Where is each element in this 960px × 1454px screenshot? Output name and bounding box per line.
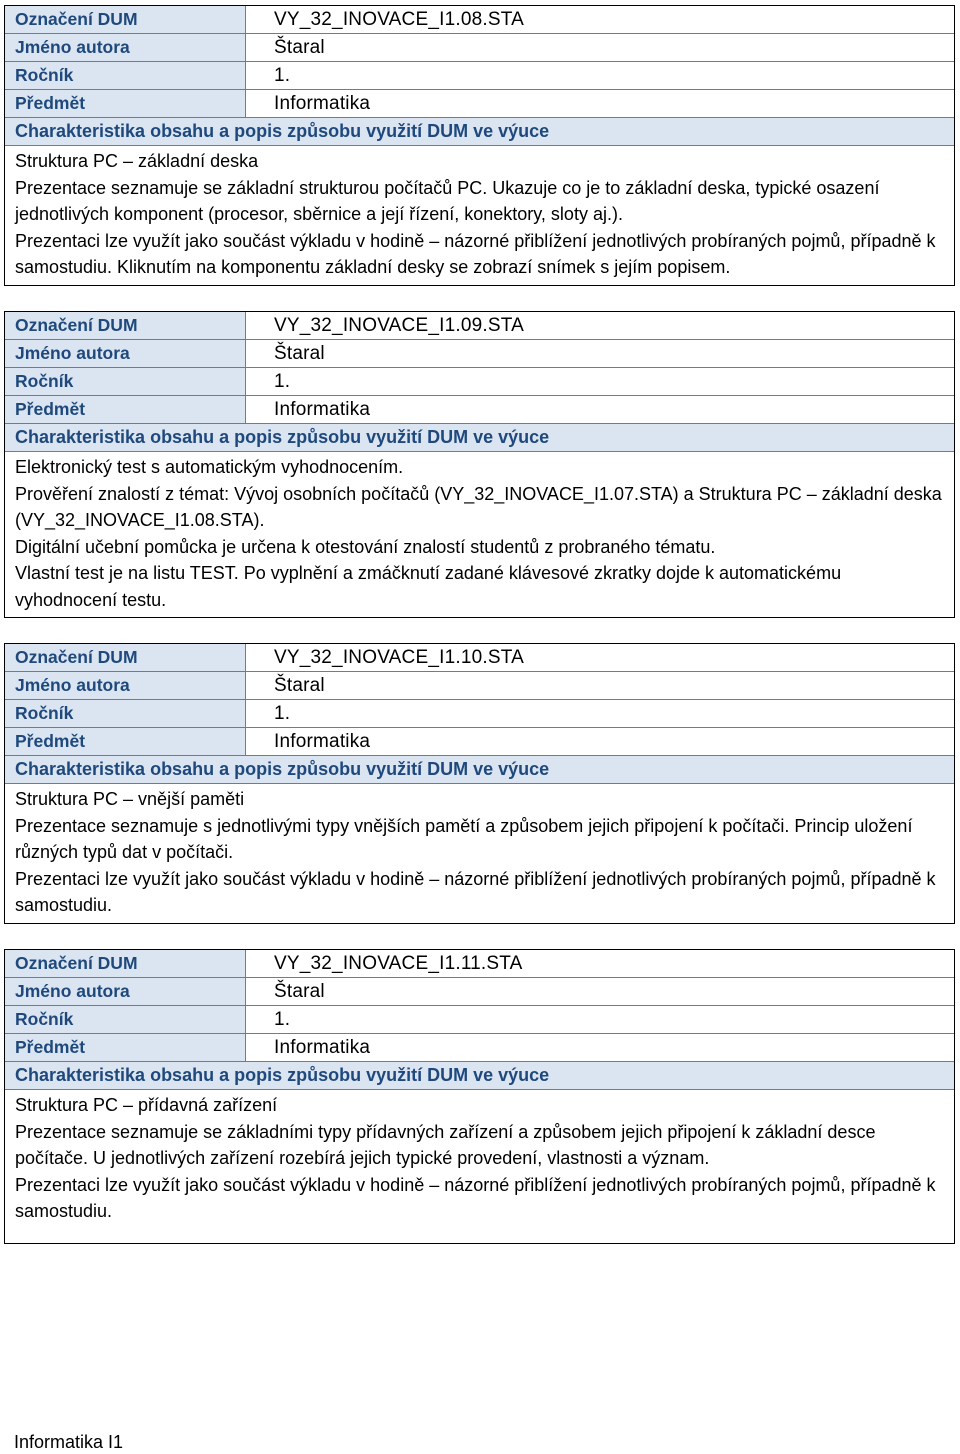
- oznaceni-row: [5, 312, 954, 340]
- predmet-value: Informatika: [246, 1034, 954, 1061]
- jmeno-label: Jméno autora: [5, 340, 246, 367]
- rocnik-label: Ročník: [5, 700, 246, 727]
- jmeno-row: [5, 672, 954, 700]
- oznaceni-value: VY_32_INOVACE_I1.09.STA: [246, 312, 954, 339]
- description: [5, 452, 954, 617]
- predmet-label: Předmět: [5, 728, 246, 755]
- jmeno-label: Jméno autora: [5, 978, 246, 1005]
- jmeno-label: Jméno autora: [5, 672, 246, 699]
- rocnik-row: [5, 1006, 954, 1034]
- rocnik-row: [5, 368, 954, 396]
- predmet-value: Informatika: [246, 728, 954, 755]
- rocnik-value: 1.: [246, 368, 954, 395]
- predmet-label: Předmět: [5, 90, 246, 117]
- description-line: Prověření znalostí z témat: Vývoj osobních počítačů (VY_32_INOVACE_I1.07.STA) a Struktura PC – základní deska (VY_32_INOVACE_I1.08.STA).: [15, 483, 942, 530]
- jmeno-label: Jméno autora: [5, 34, 246, 61]
- jmeno-value: Štaral: [246, 672, 954, 699]
- jmeno-value: Štaral: [246, 340, 954, 367]
- charakteristika-heading: Charakteristika obsahu a popis způsobu využití DUM ve výuce: [5, 424, 954, 452]
- description-line: Elektronický test s automatickým vyhodnocením.: [15, 457, 404, 477]
- dum-card-1: [4, 5, 955, 286]
- jmeno-row: [5, 340, 954, 368]
- description-line: Prezentaci lze využít jako součást výkladu v hodině – názorné přiblížení jednotlivých probíraných pojmů, případně k samostudiu.: [15, 1174, 936, 1221]
- predmet-label: Předmět: [5, 396, 246, 423]
- oznaceni-row: [5, 950, 954, 978]
- predmet-value: Informatika: [246, 90, 954, 117]
- oznaceni-label: Označení DUM: [5, 950, 246, 977]
- predmet-value: Informatika: [246, 396, 954, 423]
- description-line: Digitální učební pomůcka je určena k otestování znalostí studentů z probraného tématu.: [15, 536, 716, 557]
- jmeno-value: Štaral: [246, 34, 954, 61]
- jmeno-row: [5, 978, 954, 1006]
- predmet-row: [5, 396, 954, 424]
- rocnik-value: 1.: [246, 1006, 954, 1033]
- description-line: Prezentace seznamuje se základní strukturou počítačů PC. Ukazuje co je to základní deska, typické osazení jednotlivých komponent (procesor, sběrnice a její řízení, konektory, sloty aj.).: [15, 177, 880, 224]
- oznaceni-row: [5, 644, 954, 672]
- charakteristika-heading: Charakteristika obsahu a popis způsobu využití DUM ve výuce: [5, 118, 954, 146]
- oznaceni-label: Označení DUM: [5, 644, 246, 671]
- oznaceni-label: Označení DUM: [5, 6, 246, 33]
- description: [5, 146, 954, 285]
- description-line: Prezentaci lze využít jako součást výkladu v hodině – názorné přiblížení jednotlivých probíraných pojmů, případně k samostudiu. Kliknutím na komponentu základní desky se zobrazí snímek s jejím popisem.: [15, 230, 936, 277]
- description: [5, 784, 954, 923]
- description-line: Struktura PC – základní deska: [15, 151, 259, 171]
- rocnik-label: Ročník: [5, 368, 246, 395]
- description-line: Struktura PC – přídavná zařízení: [15, 1095, 278, 1115]
- rocnik-label: Ročník: [5, 62, 246, 89]
- rocnik-value: 1.: [246, 62, 954, 89]
- rocnik-value: 1.: [246, 700, 954, 727]
- oznaceni-label: Označení DUM: [5, 312, 246, 339]
- description-line: Prezentace seznamuje s jednotlivými typy vnějších pamětí a způsobem jejich připojení k počítači. Princip uložení různých typů dat v počítači.: [15, 815, 913, 862]
- jmeno-row: [5, 34, 954, 62]
- description-line: Prezentace seznamuje se základními typy přídavných zařízení a způsobem jejich připojení k základní desce počítače. U jednotlivých zařízení rozebírá jejich typické provedení, vlastnosti a význam.: [15, 1121, 876, 1168]
- predmet-row: [5, 90, 954, 118]
- predmet-row: [5, 728, 954, 756]
- description-line: Vlastní test je na listu TEST. Po vyplnění a zmáčknutí zadané klávesové zkratky dojde k automatickému vyhodnocení testu.: [15, 563, 842, 610]
- rocnik-row: [5, 700, 954, 728]
- oznaceni-row: [5, 6, 954, 34]
- oznaceni-value: VY_32_INOVACE_I1.10.STA: [246, 644, 954, 671]
- oznaceni-value: VY_32_INOVACE_I1.08.STA: [246, 6, 954, 33]
- oznaceni-value: VY_32_INOVACE_I1.11.STA: [246, 950, 954, 977]
- description: [5, 1090, 954, 1243]
- predmet-row: [5, 1034, 954, 1062]
- page-footer: Informatika I1: [14, 1432, 124, 1452]
- rocnik-row: [5, 62, 954, 90]
- dum-card-2: [4, 311, 955, 618]
- dum-card-3: [4, 643, 955, 924]
- charakteristika-heading: Charakteristika obsahu a popis způsobu využití DUM ve výuce: [5, 1062, 954, 1090]
- dum-card-4: [4, 949, 955, 1244]
- rocnik-label: Ročník: [5, 1006, 246, 1033]
- predmet-label: Předmět: [5, 1034, 246, 1061]
- description-line: Struktura PC – vnější paměti: [15, 789, 245, 809]
- description-line: Prezentaci lze využít jako součást výkladu v hodině – názorné přiblížení jednotlivých probíraných pojmů, případně k samostudiu.: [15, 868, 936, 915]
- charakteristika-heading: Charakteristika obsahu a popis způsobu využití DUM ve výuce: [5, 756, 954, 784]
- jmeno-value: Štaral: [246, 978, 954, 1005]
